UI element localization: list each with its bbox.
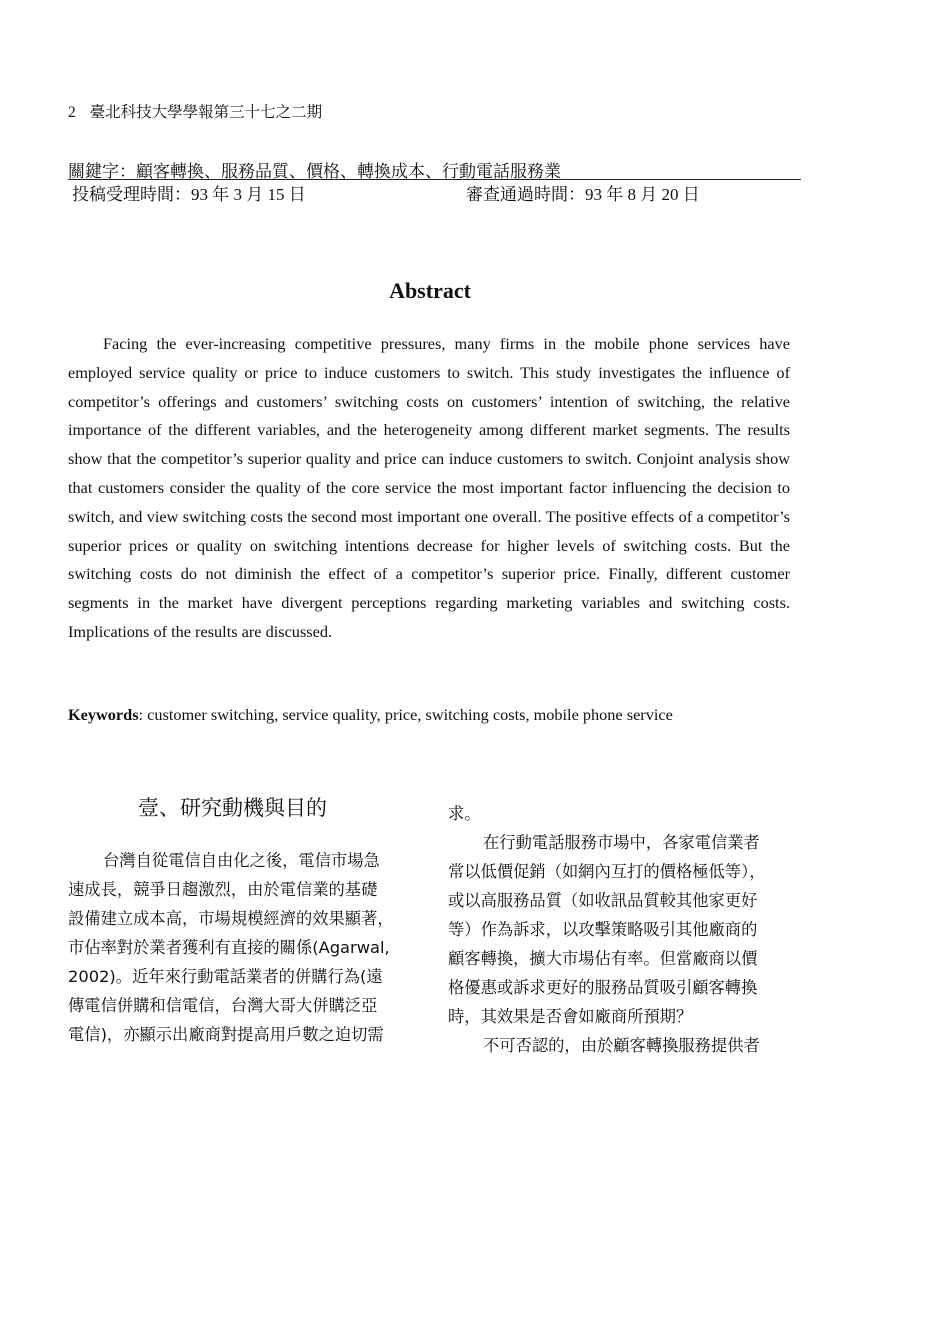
body-line: 求。 — [448, 804, 481, 823]
body-line: 設備建立成本高，市場規模經濟的效果顯著， — [68, 909, 394, 928]
journal-title: 臺北科技大學學報第三十七之二期 — [89, 104, 323, 121]
body-line: 在行動電話服務市場中，各家電信業者 — [483, 833, 760, 852]
body-line: 傳電信併購和信電信，台灣大哥大併購泛亞 — [68, 996, 378, 1015]
keywords-zh-text: ：顧客轉換、服務品質、價格、轉換成本、行動電話服務業 — [119, 162, 561, 181]
body-line: 速成長，競爭日趨激烈，由於電信業的基礎 — [68, 880, 378, 899]
body-line: 不可否認的，由於顧客轉換服務提供者 — [483, 1036, 760, 1055]
section-heading: 壹、研究動機與目的 — [138, 796, 327, 820]
keywords-en-label: Keywords — [68, 705, 139, 724]
approved-date: 審查通過時間：93 年 8 月 20 日 — [466, 185, 700, 204]
body-line: 2002)。近年來行動電話業者的併購行為(遠 — [68, 967, 383, 986]
submitted-date: 投稿受理時間：93 年 3 月 15 日 — [72, 185, 306, 204]
keywords-zh-label: 關鍵字 — [68, 162, 119, 181]
body-column-right — [448, 799, 765, 1060]
page-number: 2 — [68, 104, 76, 121]
abstract-title: Abstract — [389, 278, 471, 303]
body-line: 或以高服務品質（如收訊品質較其他家更好 — [448, 891, 758, 910]
abstract-body: Facing the ever-increasing competitive pressures, many firms in the mobile phone services have employed service quality or price to induce customers to switch. This study investigates the influence of competitor’s offerings and customers’ switching costs on customers’ intention of switching, the relative importance of the different variables, and the heterogeneity among different market segments. The results show that the competitor’s superior quality and price can induce customers to switch. Conjoint analysis show that customers consider the quality of the core service the most important factor influencing the decision to switch, and view switching costs the second most important one overall. The positive effects of a competitor’s superior prices or quality on switching intentions decrease for higher levels of switching costs. But the switching costs do not diminish the effect of a competitor’s superior price. Finally, different customer segments in the market have divergent perceptions regarding marketing variables and switching costs. Implications of the results are discussed. — [68, 334, 790, 641]
body-line: 時，其效果是否會如廠商所預期？ — [448, 1007, 693, 1026]
body-line: 市佔率對於業者獲利有直接的關係(Agarwal, — [68, 938, 390, 957]
body-line: 電信)，亦顯示出廠商對提高用戶數之迫切需 — [68, 1025, 384, 1044]
body-line: 台灣自從電信自由化之後，電信市場急 — [103, 851, 380, 870]
body-line: 格優惠或訴求更好的服務品質吸引顧客轉換 — [448, 978, 758, 997]
body-line: 常以低價促銷（如網內互打的價格極低等）， — [448, 862, 766, 881]
running-head — [68, 100, 322, 122]
body-line: 等）作為訴求，以攻擊策略吸引其他廠商的 — [448, 920, 758, 939]
body-line: 顧客轉換，擴大市場佔有率。但當廠商以價 — [448, 949, 758, 968]
body-column-left — [68, 846, 394, 1049]
keywords-en-text: : customer switching, service quality, price, switching costs, mobile phone service — [138, 705, 673, 724]
keywords-en — [68, 705, 673, 725]
